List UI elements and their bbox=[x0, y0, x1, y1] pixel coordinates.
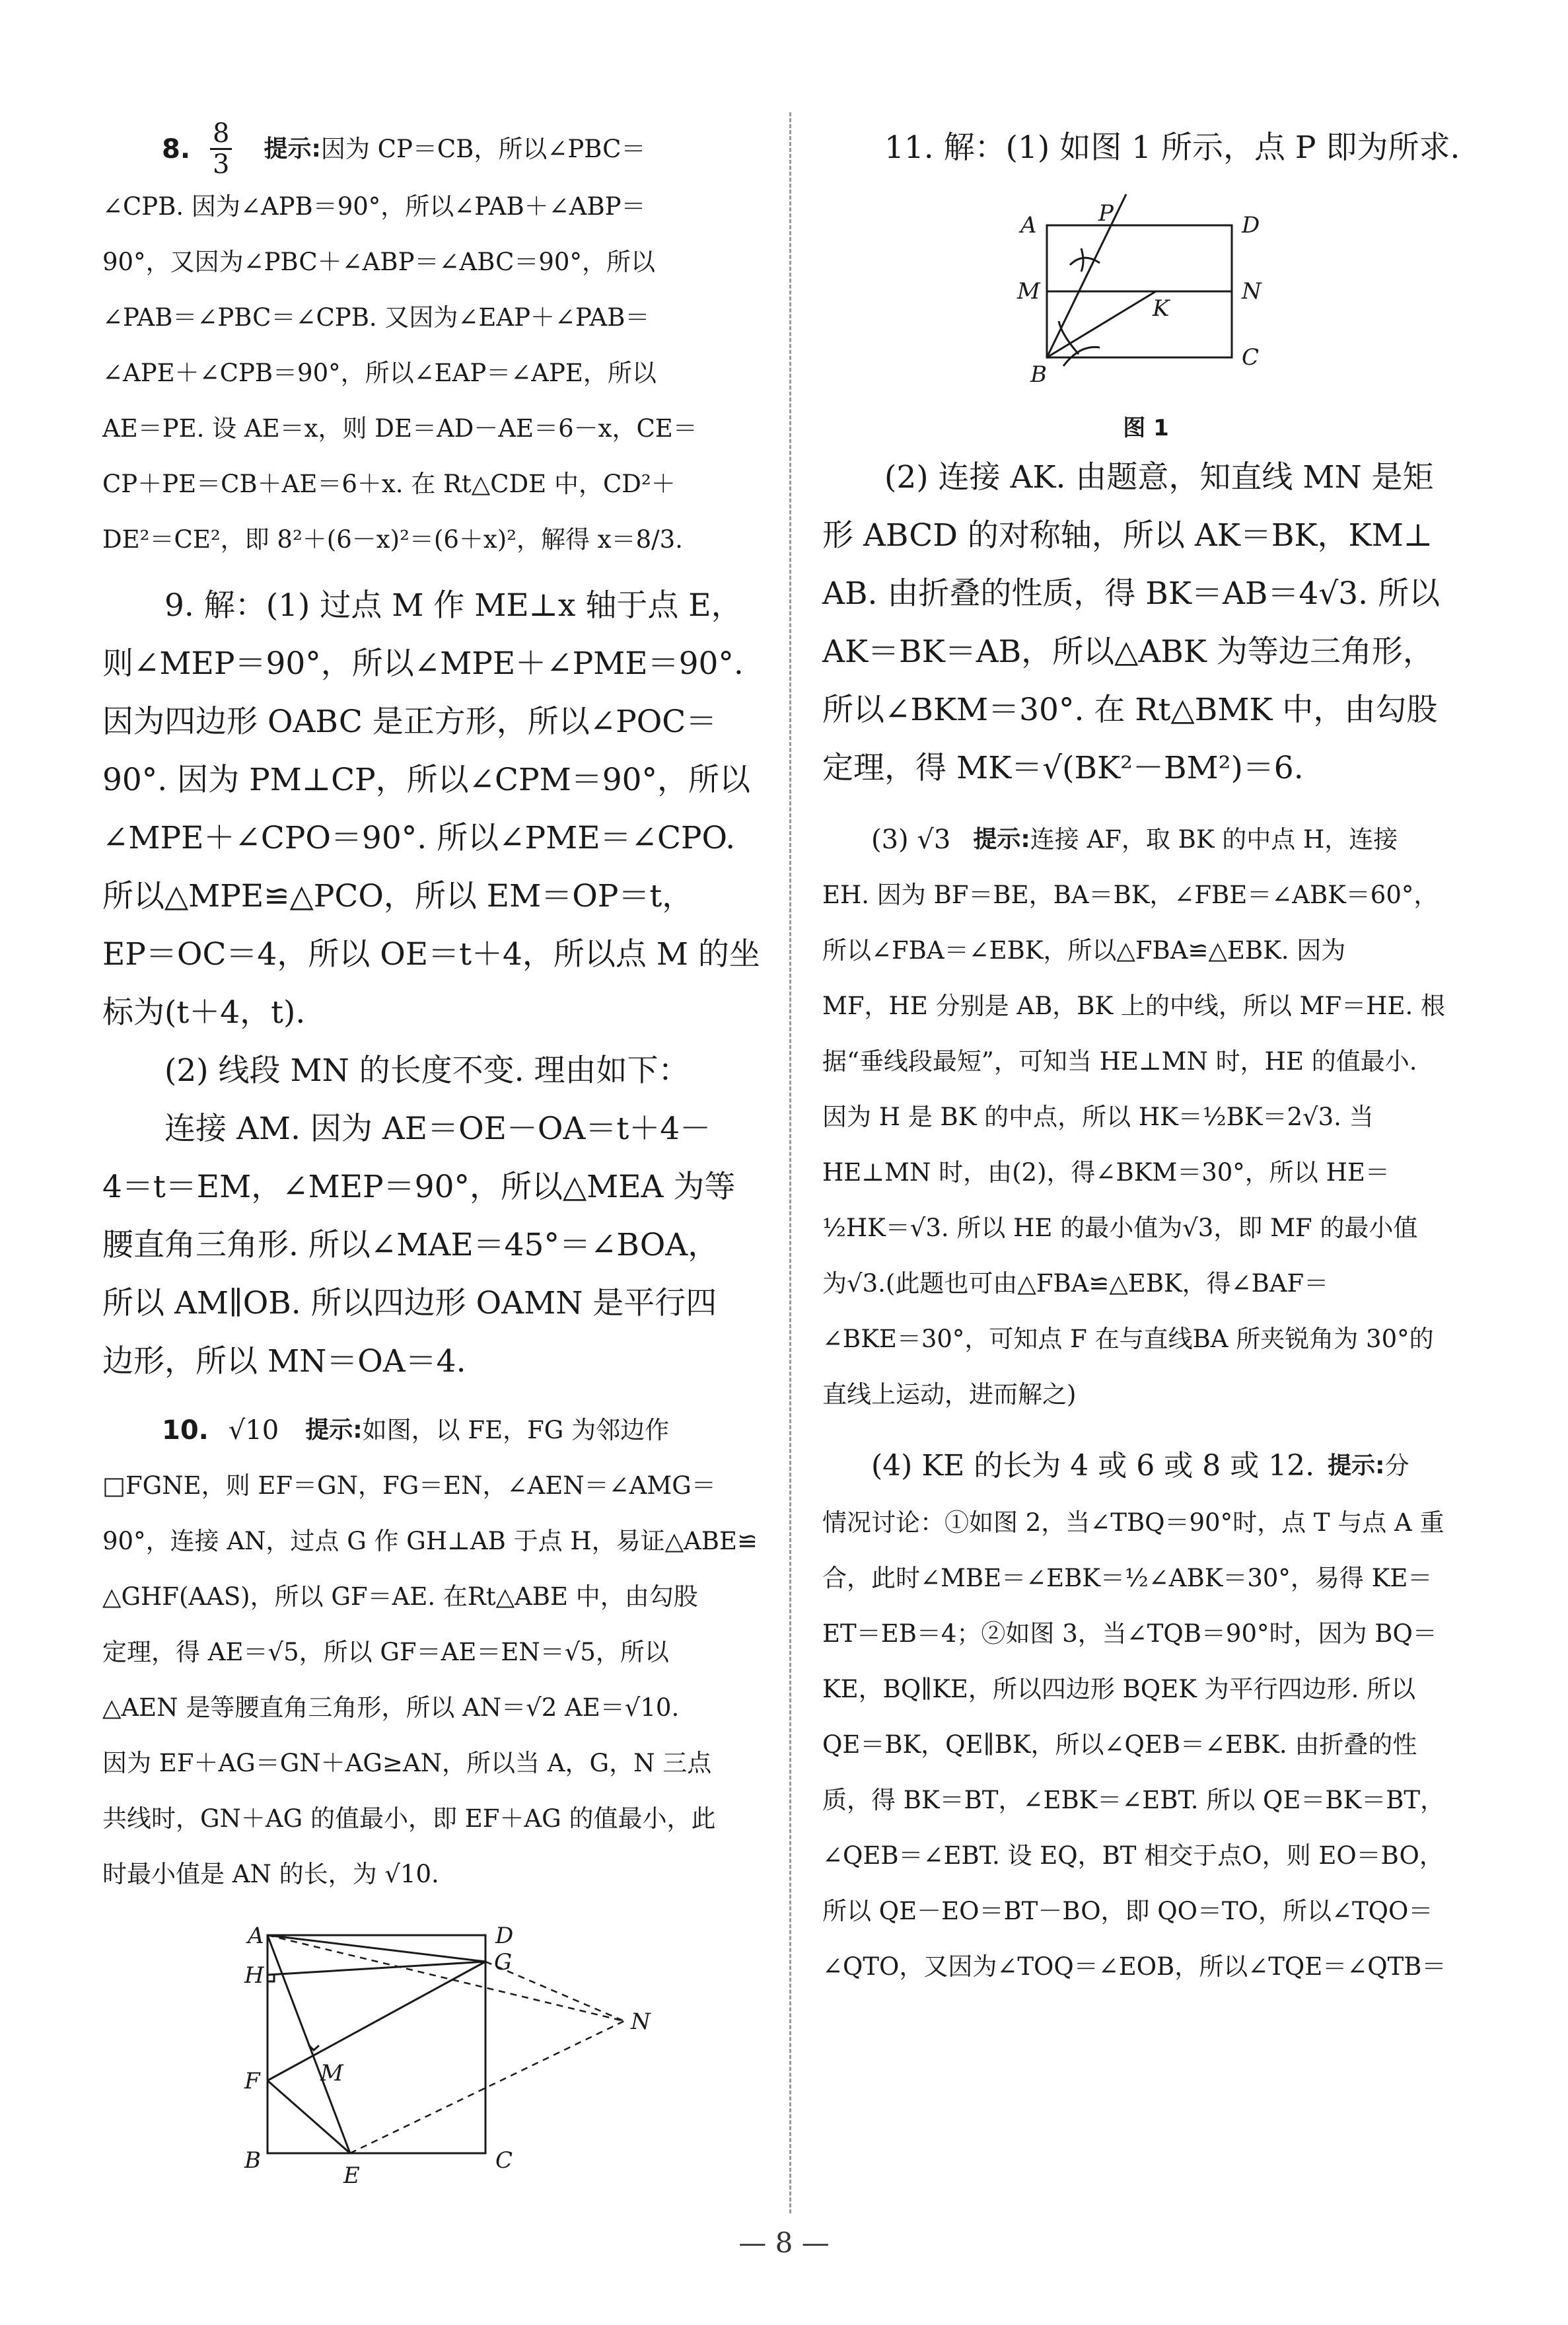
label-c: C bbox=[495, 2147, 513, 2174]
q8-line: ∠CPB. 因为∠APB＝90°，所以∠PAB＋∠ABP＝ bbox=[102, 192, 646, 221]
q11-part4-line: ∠QTO，又因为∠TOQ＝∠EOB，所以∠TQE＝∠QTB＝ bbox=[822, 1952, 1446, 1981]
label-h: H bbox=[244, 1962, 264, 1989]
q8-line: ∠APE＋∠CPB＝90°，所以∠EAP＝∠APE，所以 bbox=[102, 359, 657, 387]
q9-line: EP＝OC＝4，所以 OE＝t＋4，所以点 M 的坐 bbox=[102, 936, 760, 973]
q10-line: 因为 EF＋AG＝GN＋AG≥AN，所以当 A，G，N 三点 bbox=[102, 1749, 712, 1777]
q10-figure bbox=[234, 1922, 763, 2206]
label-m: M bbox=[1017, 278, 1040, 305]
q11-part3-line: ∠BKE＝30°，可知点 F 在与直线BA 所夹锐角为 30°的 bbox=[822, 1325, 1434, 1353]
q8-line: DE²＝CE²，即 8²＋(6－x)²＝(6＋x)²，解得 x＝8/3. bbox=[102, 525, 683, 554]
arc-cross-2 bbox=[1081, 248, 1083, 272]
q10-line: 时最小值是 AN 的长，为 √10. bbox=[102, 1860, 439, 1888]
q10-first-line bbox=[102, 1403, 763, 1458]
q11-part3-line: 因为 H 是 BK 的中点，所以 HK＝½BK＝2√3. 当 bbox=[822, 1103, 1374, 1131]
q11-part2-line: (2) 连接 AK. 由题意，知直线 MN 是矩 bbox=[884, 459, 1434, 496]
q11-part4-line: 所以 QE－EO＝BT－BO，即 QO＝TO，所以∠TQO＝ bbox=[822, 1897, 1433, 1925]
q11-part-3 bbox=[822, 812, 1483, 1422]
label-k: K bbox=[1153, 295, 1170, 322]
q10-number: 10. bbox=[162, 1415, 209, 1446]
q11-part2-line: 形 ABCD 的对称轴，所以 AK＝BK，KM⊥ bbox=[822, 517, 1433, 554]
q8-line: AE＝PE. 设 AE＝x，则 DE＝AD－AE＝6－x，CE＝ bbox=[102, 414, 697, 443]
q10-line: △AEN 是等腰直角三角形，所以 AN＝√2 AE＝√10. bbox=[102, 1693, 680, 1722]
q11-part-2 bbox=[822, 449, 1483, 797]
q11-part3-line: 所以∠FBA＝∠EBK，所以△FBA≌△EBK. 因为 bbox=[822, 936, 1346, 965]
right-column bbox=[822, 119, 1483, 1995]
segment-en-dashed bbox=[350, 2021, 624, 2153]
label-e: E bbox=[343, 2162, 360, 2189]
q11-part4-line: 分 bbox=[1384, 1452, 1409, 1480]
q11-part2-line: AB. 由折叠的性质，得 BK＝AB＝4√3. 所以 bbox=[822, 575, 1441, 612]
label-m: M bbox=[320, 2060, 343, 2086]
q8-first-line bbox=[102, 119, 763, 179]
q11-part3-line: EH. 因为 BF＝BE，BA＝BK，∠FBE＝∠ABK＝60°， bbox=[822, 881, 1439, 909]
segment-hg bbox=[267, 1962, 485, 1975]
question-8 bbox=[102, 119, 763, 568]
q9-line: 所以 AM∥OB. 所以四边形 OAMN 是平行四 bbox=[102, 1285, 717, 1321]
q11-part4-first-line bbox=[822, 1437, 1483, 1495]
q11-part4-answer: (4) KE 的长为 4 或 6 或 8 或 12. bbox=[871, 1449, 1315, 1483]
q11-part3-line: 为√3.(此题也可由△FBA≌△EBK，得∠BAF＝ bbox=[822, 1269, 1329, 1298]
q9-line: 腰直角三角形. 所以∠MAE＝45°＝∠BOA， bbox=[102, 1227, 719, 1263]
q8-line: 因为 CP＝CB，所以∠PBC＝ bbox=[320, 134, 646, 163]
q10-line: 90°，连接 AN，过点 G 作 GH⊥AB 于点 H，易证△ABE≌ bbox=[102, 1527, 758, 1555]
q9-line: 9. 解：(1) 过点 M 作 ME⊥x 轴于点 E， bbox=[164, 587, 742, 624]
q9-line: ∠MPE＋∠CPO＝90°. 所以∠PME＝∠CPO. bbox=[102, 820, 736, 856]
q10-hint-label: 提示: bbox=[305, 1417, 363, 1444]
q10-line: □FGNE，则 EF＝GN，FG＝EN，∠AEN＝∠AMG＝ bbox=[102, 1471, 716, 1500]
q9-line: 4＝t＝EM，∠MEP＝90°，所以△MEA 为等 bbox=[102, 1169, 736, 1205]
label-f: F bbox=[244, 2068, 260, 2094]
q8-answer-fraction bbox=[210, 119, 232, 179]
q8-line: CP＋PE＝CB＋AE＝6＋x. 在 Rt△CDE 中，CD²＋ bbox=[102, 470, 676, 498]
segment-fe bbox=[267, 2081, 350, 2153]
question-9 bbox=[102, 577, 763, 1391]
q11-part-4 bbox=[822, 1437, 1483, 1995]
label-g: G bbox=[494, 1949, 513, 1975]
q8-answer-numerator: 8 bbox=[210, 119, 232, 150]
q11-figure-1-svg bbox=[1007, 189, 1285, 407]
q11-part3-line: 据“垂线段最短”，可知当 HE⊥MN 时，HE 的值最小. bbox=[822, 1047, 1417, 1076]
q11-part4-line: ∠QEB＝∠EBT. 设 EQ，BT 相交于点O，则 EO＝BO， bbox=[822, 1841, 1444, 1870]
label-c: C bbox=[1242, 344, 1260, 371]
q10-line: 如图，以 FE，FG 为邻边作 bbox=[362, 1416, 670, 1444]
q10-answer: √10 bbox=[228, 1415, 279, 1446]
q11-part3-hint-label: 提示: bbox=[973, 826, 1030, 853]
q11-part2-line: AK＝BK＝AB，所以△ABK 为等边三角形， bbox=[822, 634, 1434, 670]
segment-ae bbox=[267, 1935, 350, 2153]
q11-part4-line: QE＝BK，QE∥BK，所以∠QEB＝∠EBK. 由折叠的性 bbox=[822, 1730, 1417, 1759]
q11-part4-line: KE，BQ∥KE，所以四边形 BQEK 为平行四边形. 所以 bbox=[822, 1675, 1416, 1703]
q8-number: 8. bbox=[162, 133, 191, 165]
q11-part2-line: 所以∠BKM＝30°. 在 Rt△BMK 中，由勾股 bbox=[822, 692, 1438, 728]
q11-part3-line: MF，HE 分别是 AB，BK 上的中线，所以 MF＝HE. 根 bbox=[822, 992, 1445, 1020]
q9-line: 则∠MEP＝90°，所以∠MPE＋∠PME＝90°. bbox=[102, 646, 744, 682]
q11-part3-answer: (3) √3 bbox=[871, 825, 951, 855]
segment-an-dashed bbox=[267, 1935, 624, 2021]
label-b: B bbox=[1030, 361, 1047, 388]
q11-part3-line: ½HK＝√3. 所以 HE 的最小值为√3，即 MF 的最小值 bbox=[822, 1214, 1418, 1242]
q10-figure-svg bbox=[234, 1922, 736, 2206]
label-b: B bbox=[244, 2147, 261, 2174]
label-p: P bbox=[1098, 200, 1114, 227]
q11-part4-line: 质，得 BK＝BT，∠EBK＝∠EBT. 所以 QE＝BK＝BT， bbox=[822, 1786, 1445, 1814]
q11-part4-line: 情况讨论：①如图 2，当∠TBQ＝90°时，点 T 与点 A 重 bbox=[822, 1508, 1444, 1537]
label-n: N bbox=[1242, 278, 1262, 305]
q10-line: 共线时，GN＋AG 的值最小，即 EF＋AG 的值最小，此 bbox=[102, 1804, 716, 1833]
label-d: D bbox=[1242, 212, 1260, 239]
q11-part2-line: 定理，得 MK＝√(BK²－BM²)＝6. bbox=[822, 750, 1304, 786]
q10-line: △GHF(AAS)，所以 GF＝AE. 在Rt△ABE 中，由勾股 bbox=[102, 1582, 698, 1611]
figure-1-caption: 图 1 bbox=[1123, 415, 1169, 441]
q8-line: 90°，又因为∠PBC＋∠ABP＝∠ABC＝90°，所以 bbox=[102, 248, 655, 276]
segment-ag bbox=[267, 1935, 485, 1962]
q11-part4-hint-label: 提示: bbox=[1328, 1452, 1385, 1479]
q9-line: 标为(t＋4，t). bbox=[102, 994, 306, 1031]
q8-hint-label: 提示: bbox=[264, 135, 321, 163]
q11-part3-line: 直线上运动，进而解之) bbox=[822, 1380, 1077, 1409]
left-column bbox=[102, 119, 763, 2206]
label-d: D bbox=[495, 1923, 514, 1949]
q9-line: 边形，所以 MN＝OA＝4. bbox=[102, 1343, 466, 1380]
label-a: A bbox=[1020, 212, 1037, 239]
q11-part4-line: 合，此时∠MBE＝∠EBK＝½∠ABK＝30°，易得 KE＝ bbox=[822, 1564, 1433, 1592]
q11-part3-first-line bbox=[822, 812, 1483, 867]
q11-figure-1 bbox=[1007, 189, 1483, 442]
q9-line: 90°. 因为 PM⊥CP，所以∠CPM＝90°，所以 bbox=[102, 762, 751, 798]
q8-answer-denominator: 3 bbox=[213, 149, 230, 180]
q9-line: 因为四边形 OABC 是正方形，所以∠POC＝ bbox=[102, 704, 717, 740]
q11-intro: 11. 解：(1) 如图 1 所示，点 P 即为所求. bbox=[884, 129, 1460, 166]
label-n: N bbox=[631, 2009, 651, 2035]
q9-line: 连接 AM. 因为 AE＝OE－OA＝t＋4－ bbox=[164, 1111, 711, 1147]
q11-part4-line: ET＝EB＝4；②如图 3，当∠TQB＝90°时，因为 BQ＝ bbox=[822, 1619, 1437, 1648]
q10-line: 定理，得 AE＝√5，所以 GF＝AE＝EN＝√5，所以 bbox=[102, 1638, 669, 1666]
q9-line: (2) 线段 MN 的长度不变. 理由如下： bbox=[164, 1052, 690, 1089]
column-divider bbox=[789, 112, 791, 2213]
label-a: A bbox=[248, 1923, 264, 1949]
question-10 bbox=[102, 1403, 763, 2206]
page-number: — 8 — bbox=[738, 2227, 830, 2259]
q8-line: ∠PAB＝∠PBC＝∠CPB. 又因为∠EAP＋∠PAB＝ bbox=[102, 303, 650, 332]
q11-part3-line: 连接 AF，取 BK 的中点 H，连接 bbox=[1030, 825, 1398, 854]
q9-line: 所以△MPE≌△PCO，所以 EM＝OP＝t， bbox=[102, 878, 694, 914]
q11-part3-line: HE⊥MN 时，由(2)，得∠BKM＝30°，所以 HE＝ bbox=[822, 1158, 1390, 1187]
